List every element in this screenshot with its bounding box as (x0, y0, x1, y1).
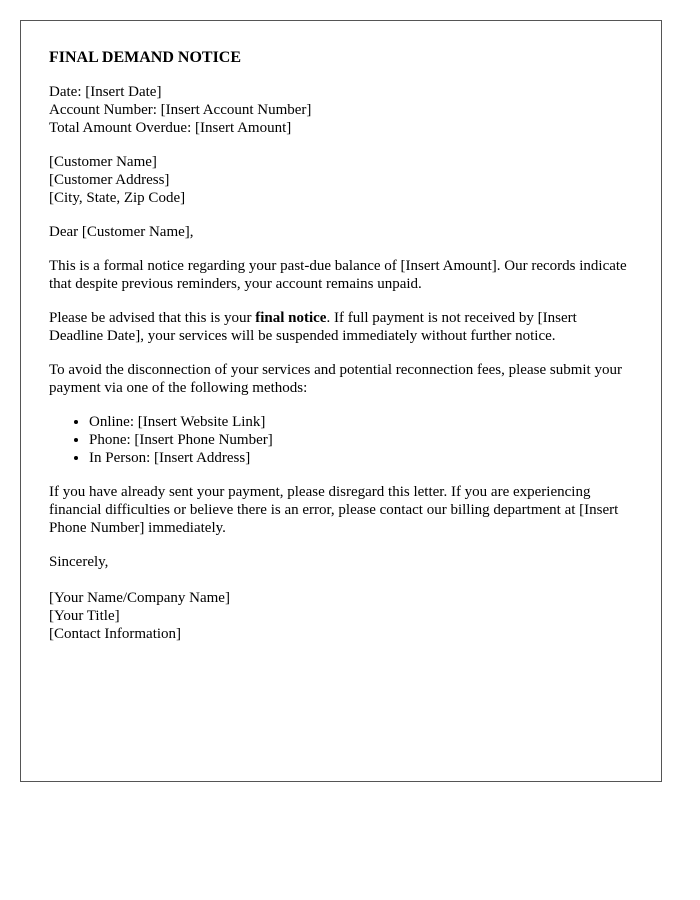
paragraph-balance: This is a formal notice regarding your past-due balance of [Insert Amount]. Our records indicate that despite previous reminders, your account remains unpaid. (49, 258, 627, 292)
signature-name: [Your Name/Company Name] (49, 590, 230, 606)
paragraph-disregard: If you have already sent your payment, please disregard this letter. If you are experiencing financial difficulties or believe there is an error, please contact our billing department at [Insert Phone Number] immediately. (49, 484, 619, 536)
final-notice-text-after: . If full payment is not received by [Insert Deadline Date], your services will be suspended immediately without further notice. (49, 310, 577, 344)
recipient-block (49, 153, 633, 207)
recipient-name: [Customer Name] (49, 154, 157, 170)
paragraph-final-notice (49, 309, 633, 345)
payment-method-online: • Online: [Insert Website Link] (89, 413, 633, 431)
letter (20, 20, 662, 782)
total-overdue-line: Total Amount Overdue: [Insert Amount] (49, 120, 292, 136)
account-details (49, 83, 633, 137)
payment-methods-list (49, 413, 633, 467)
date-line: Date: [Insert Date] (49, 84, 162, 100)
signature-contact: [Contact Information] (49, 626, 182, 642)
payment-method-in-person: • In Person: [Insert Address] (89, 449, 633, 467)
signature-block (49, 589, 633, 643)
final-notice-bold: final notice (255, 310, 327, 326)
closing: Sincerely, (49, 554, 109, 570)
paragraph-payment-intro: To avoid the disconnection of your services and potential reconnection fees, please submit your payment via one of the following methods: (49, 362, 622, 396)
payment-method-phone: • Phone: [Insert Phone Number] (89, 431, 633, 449)
letter-title: FINAL DEMAND NOTICE (49, 49, 242, 66)
salutation: Dear [Customer Name], (49, 224, 194, 240)
final-notice-text-before: Please be advised that this is your (49, 310, 256, 326)
account-number-line: Account Number: [Insert Account Number] (49, 102, 312, 118)
signature-title: [Your Title] (49, 608, 120, 624)
recipient-address: [Customer Address] (49, 172, 170, 188)
recipient-city: [City, State, Zip Code] (49, 190, 186, 206)
